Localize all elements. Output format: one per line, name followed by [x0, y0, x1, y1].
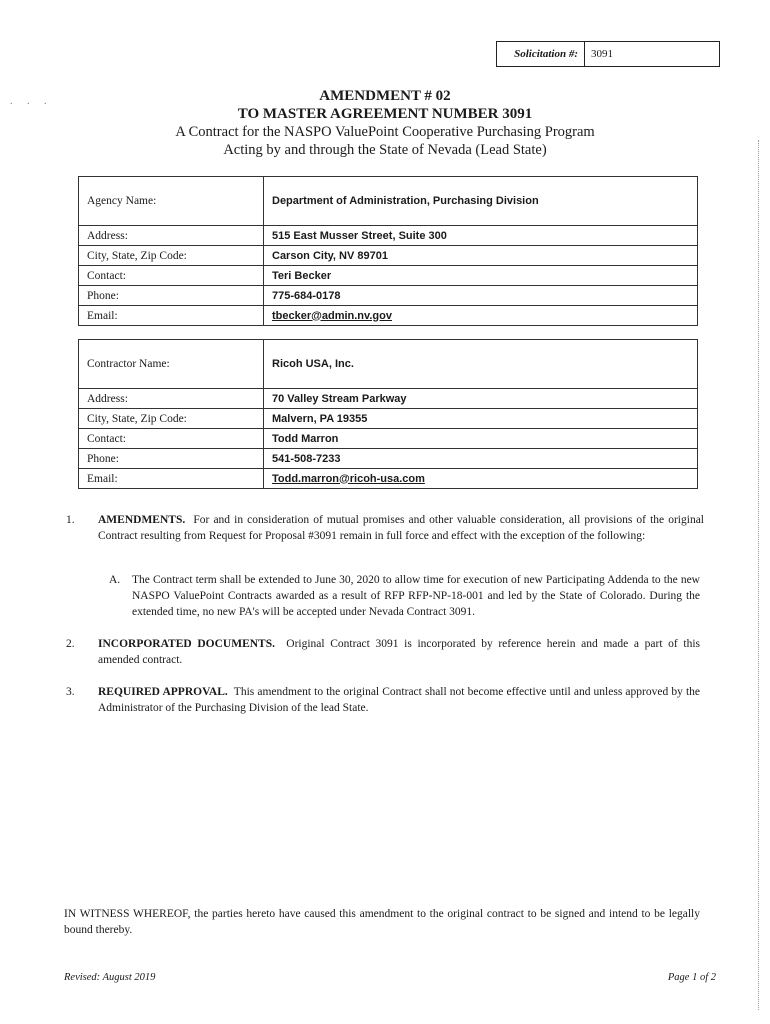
section-1-body: For and in consideration of mutual promises and other valuable consideration, all provisions of the original Contract resulting from Request for Proposal #3091 remain in full force and effect with the exception of the following:	[98, 514, 704, 542]
contractor-email-label: Email:	[79, 469, 264, 489]
contractor-city-label: City, State, Zip Code:	[79, 409, 264, 429]
section-1a-number: A.	[109, 574, 121, 586]
agency-address-value: 515 East Musser Street, Suite 300	[264, 226, 698, 246]
footer-revised-date: Revised: August 2019	[64, 972, 156, 983]
agency-city-value: Carson City, NV 89701	[264, 246, 698, 266]
section-3-heading: REQUIRED APPROVAL.	[98, 686, 228, 698]
solicitation-box	[496, 41, 720, 67]
agency-email-label: Email:	[79, 306, 264, 326]
agency-name-value: Department of Administration, Purchasing Division	[264, 177, 698, 226]
agency-email-link[interactable]: tbecker@admin.nv.gov	[264, 306, 698, 326]
table-row	[79, 469, 698, 489]
section-3-number: 3.	[66, 686, 75, 698]
section-2-incorporated-documents	[98, 636, 700, 668]
section-3-required-approval	[98, 684, 700, 716]
agency-city-label: City, State, Zip Code:	[79, 246, 264, 266]
solicitation-label: Solicitation #:	[497, 42, 585, 66]
contractor-address-label: Address:	[79, 389, 264, 409]
section-3-body: This amendment to the original Contract shall not become effective until and unless approved by the Administrator of the Purchasing Division of the lead State.	[98, 686, 701, 714]
scan-artifact-dots: . . .	[10, 96, 53, 107]
section-1-heading: AMENDMENTS.	[98, 514, 186, 526]
agency-contact-value: Teri Becker	[264, 266, 698, 286]
footer-page-number: Page 1 of 2	[667, 972, 716, 983]
agency-info-table	[78, 176, 698, 326]
table-row	[79, 340, 698, 389]
witness-statement: IN WITNESS WHEREOF, the parties hereto have caused this amendment to the original contract to be signed and intend to be legally bound thereby.	[64, 908, 700, 936]
section-2-heading: INCORPORATED DOCUMENTS.	[98, 638, 275, 650]
agency-name-label: Agency Name:	[79, 177, 264, 226]
contractor-city-value: Malvern, PA 19355	[264, 409, 698, 429]
contractor-name-label: Contractor Name:	[79, 340, 264, 389]
table-row	[79, 177, 698, 226]
contractor-contact-value: Todd Marron	[264, 429, 698, 449]
section-1a-body: The Contract term shall be extended to June 30, 2020 to allow time for execution of new Participating Addenda to the new NASPO ValuePoint Contracts awarded as a result of RFP RFP-NP-18-001 and led by the State of Colorado. During the extended time, no new PA's will be accepted under Nevada Contract 3091.	[132, 574, 700, 618]
table-row	[79, 449, 698, 469]
table-row	[79, 226, 698, 246]
table-row	[79, 246, 698, 266]
table-row	[79, 286, 698, 306]
section-2-body: Original Contract 3091 is incorporated by reference herein and made a part of this amended contract.	[98, 638, 701, 666]
program-subtitle: A Contract for the NASPO ValuePoint Cooperative Purchasing Program	[175, 124, 595, 140]
amendment-title: AMENDMENT # 02	[319, 88, 451, 104]
scan-edge-line	[758, 140, 759, 1010]
contractor-info-table	[78, 339, 698, 489]
table-row	[79, 266, 698, 286]
contractor-address-value: 70 Valley Stream Parkway	[264, 389, 698, 409]
section-2-number: 2.	[66, 638, 75, 650]
table-row	[79, 429, 698, 449]
contractor-contact-label: Contact:	[79, 429, 264, 449]
agency-phone-label: Phone:	[79, 286, 264, 306]
agency-address-label: Address:	[79, 226, 264, 246]
table-row	[79, 306, 698, 326]
table-row	[79, 389, 698, 409]
table-row	[79, 409, 698, 429]
contractor-phone-value: 541-508-7233	[264, 449, 698, 469]
master-agreement-title: TO MASTER AGREEMENT NUMBER 3091	[237, 106, 533, 122]
contractor-email-link[interactable]: Todd.marron@ricoh-usa.com	[264, 469, 698, 489]
section-1-amendments	[98, 512, 704, 544]
agency-contact-label: Contact:	[79, 266, 264, 286]
section-1-number: 1.	[66, 514, 75, 526]
contractor-phone-label: Phone:	[79, 449, 264, 469]
solicitation-number: 3091	[591, 48, 613, 60]
contractor-name-value: Ricoh USA, Inc.	[264, 340, 698, 389]
lead-state-subtitle: Acting by and through the State of Nevada (Lead State)	[223, 142, 547, 158]
agency-phone-value: 775-684-0178	[264, 286, 698, 306]
